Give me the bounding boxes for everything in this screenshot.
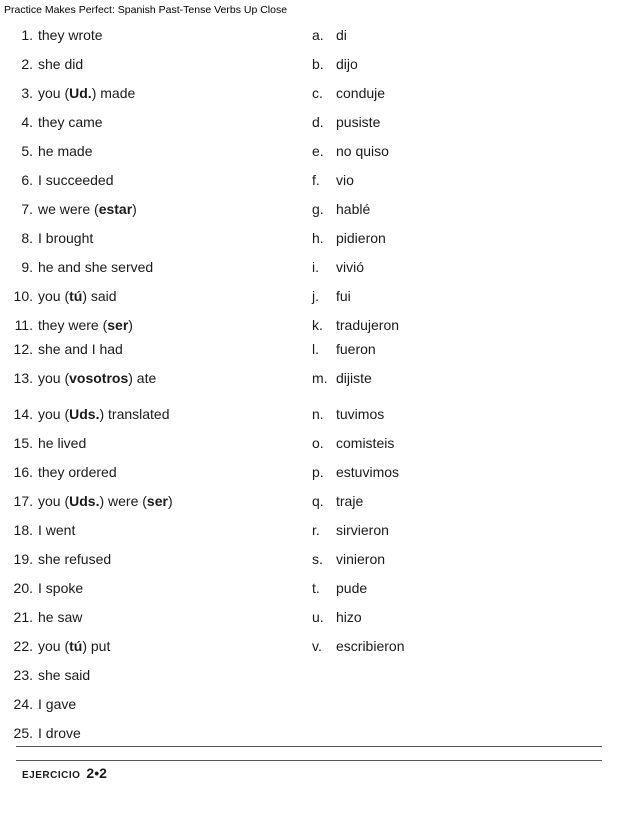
phrase-text: ) [132,201,137,217]
phrase-text: he made [38,143,93,159]
item-letter: c. [312,85,323,101]
phrase-text: you ( [38,85,70,101]
item-number: 11. [14,317,33,333]
list-item [11,26,103,44]
phrase-text: I succeeded [38,172,114,188]
list-item [312,142,389,160]
verb-form: tradujeron [336,317,400,333]
list-item [11,695,76,713]
item-number: 12. [13,341,33,357]
phrase-text: ) said [82,288,117,304]
verb-form: pude [336,580,368,596]
exercise-word: EJERCICIO [22,770,81,781]
list-item [11,521,75,539]
phrase-text: ) translated [99,406,170,422]
phrase-text: ) made [91,85,136,101]
item-letter: j. [312,288,319,304]
verb-form: tuvimos [336,406,385,422]
list-item [11,84,135,102]
list-item [312,340,376,358]
bold-pronoun: ser [107,317,129,333]
item-number: 17. [13,493,33,509]
phrase-text: she and I had [38,341,123,357]
exercise-number: 2•2 [86,765,107,781]
item-number: 14. [13,406,33,422]
list-item [11,200,137,218]
phrase-text: she refused [38,551,112,567]
verb-form: vinieron [336,551,386,567]
list-item [11,287,117,305]
phrase-text: I gave [38,696,77,712]
item-number: 6. [21,172,33,188]
phrase-text: we were ( [38,201,99,217]
verb-form: traje [336,493,364,509]
bold-pronoun: vosotros [69,370,129,386]
list-item [11,316,133,334]
bold-pronoun: Ud. [69,85,92,101]
verb-form: vio [336,172,354,188]
list-item [312,229,386,247]
list-item [11,369,156,387]
exercise-label [22,765,107,783]
phrase-text: he lived [38,435,87,451]
item-number: 13. [13,370,33,386]
phrase-text: he and she served [38,259,154,275]
list-item [11,724,81,742]
item-letter: k. [312,317,323,333]
phrase-text: ) [167,493,173,509]
verb-form: hizo [336,609,362,625]
item-number: 15. [13,435,33,451]
divider-line-top [16,746,602,747]
item-number: 1. [21,27,33,43]
item-letter: n. [312,406,324,422]
item-letter: v. [312,638,322,654]
list-item [11,405,170,423]
item-letter: l. [312,341,319,357]
phrase-text: they were ( [38,317,108,333]
phrase-text: ) [128,317,133,333]
phrase-text: he saw [38,609,83,625]
list-item [11,229,93,247]
list-item [11,666,90,684]
verb-form: dijiste [336,370,372,386]
list-item [312,405,384,423]
phrase-text: you ( [38,288,70,304]
list-item [312,521,389,539]
phrase-text: they wrote [38,27,103,43]
verb-form: pusiste [336,114,381,130]
page-header: Practice Makes Perfect: Spanish Past-Tense Verbs Up Close [4,4,288,16]
phrase-text: you ( [38,406,70,422]
item-number: 21. [13,609,33,625]
list-item [312,200,370,218]
list-item [11,340,123,358]
bold-pronoun: Uds. [69,493,100,509]
list-item [312,637,404,655]
item-number: 4. [21,114,33,130]
item-number: 18. [13,522,33,538]
phrase-text: I spoke [38,580,84,596]
verb-form: vivió [336,259,365,275]
verb-form: conduje [336,85,386,101]
list-item [11,492,173,510]
item-letter: m. [312,370,328,386]
item-letter: p. [312,464,324,480]
divider-line-bottom [16,760,602,761]
verb-form: estuvimos [336,464,400,480]
item-letter: r. [312,522,320,538]
list-item [11,258,153,276]
list-item [312,608,362,626]
item-number: 20. [13,580,33,596]
list-item [11,637,110,655]
phrase-text: I brought [38,230,94,246]
list-item [11,113,103,131]
verb-form: di [336,27,347,43]
list-item [11,142,92,160]
item-number: 24. [13,696,33,712]
list-item [11,463,117,481]
item-number: 22. [13,638,33,654]
bold-pronoun: tú [69,638,83,654]
item-letter: e. [312,143,324,159]
item-letter: u. [312,609,324,625]
phrase-text: she said [38,667,91,683]
item-number: 5. [21,143,33,159]
verb-form: no quiso [336,143,389,159]
phrase-text: you ( [38,493,70,509]
verb-form: comisteis [336,435,395,451]
list-item [312,258,364,276]
item-number: 23. [13,667,33,683]
phrase-text: they ordered [38,464,117,480]
item-number: 10. [13,288,33,304]
list-item [312,287,351,305]
verb-form: sirvieron [336,522,389,538]
list-item [312,434,394,452]
phrase-text: you ( [38,370,70,386]
list-item [11,171,114,189]
item-letter: g. [312,201,324,217]
bold-pronoun: tú [69,288,83,304]
item-letter: t. [312,580,320,596]
list-item [11,434,86,452]
list-item [11,550,111,568]
item-letter: i. [312,259,319,275]
item-letter: h. [312,230,324,246]
list-item [312,84,385,102]
phrase-text: ) ate [128,370,157,386]
item-letter: a. [312,27,324,43]
item-number: 16. [13,464,33,480]
item-letter: s. [312,551,323,567]
verb-form: pidieron [336,230,386,246]
list-item [312,171,354,189]
bold-pronoun: Uds. [69,406,100,422]
item-letter: q. [312,493,324,509]
list-item [11,55,83,73]
list-item [312,492,363,510]
item-number: 3. [21,85,33,101]
list-item [312,26,347,44]
list-item [11,579,83,597]
list-item [312,550,385,568]
list-item [11,608,82,626]
phrase-text: I drove [38,725,81,741]
verb-form: fueron [336,341,376,357]
item-number: 2. [21,56,33,72]
phrase-text: ) were ( [99,493,147,509]
list-item [312,463,399,481]
phrase-text: she did [38,56,84,72]
phrase-text: they came [38,114,103,130]
verb-form: dijo [336,56,358,72]
list-item [312,55,358,73]
bold-pronoun: estar [98,201,133,217]
item-number: 8. [21,230,33,246]
item-letter: d. [312,114,324,130]
item-number: 25. [13,725,33,741]
item-number: 19. [13,551,33,567]
list-item [312,579,367,597]
item-letter: b. [312,56,324,72]
list-item [312,369,372,387]
item-letter: f. [312,172,320,188]
phrase-text: you ( [38,638,70,654]
list-item [312,113,380,131]
phrase-text: I went [38,522,76,538]
verb-form: escribieron [336,638,405,654]
verb-form: hablé [336,201,371,217]
verb-form: fui [336,288,351,304]
phrase-text: ) put [82,638,111,654]
list-item [312,316,399,334]
item-number: 7. [21,201,33,217]
item-letter: o. [312,435,324,451]
bold-pronoun: ser [146,493,168,509]
item-number: 9. [21,259,33,275]
